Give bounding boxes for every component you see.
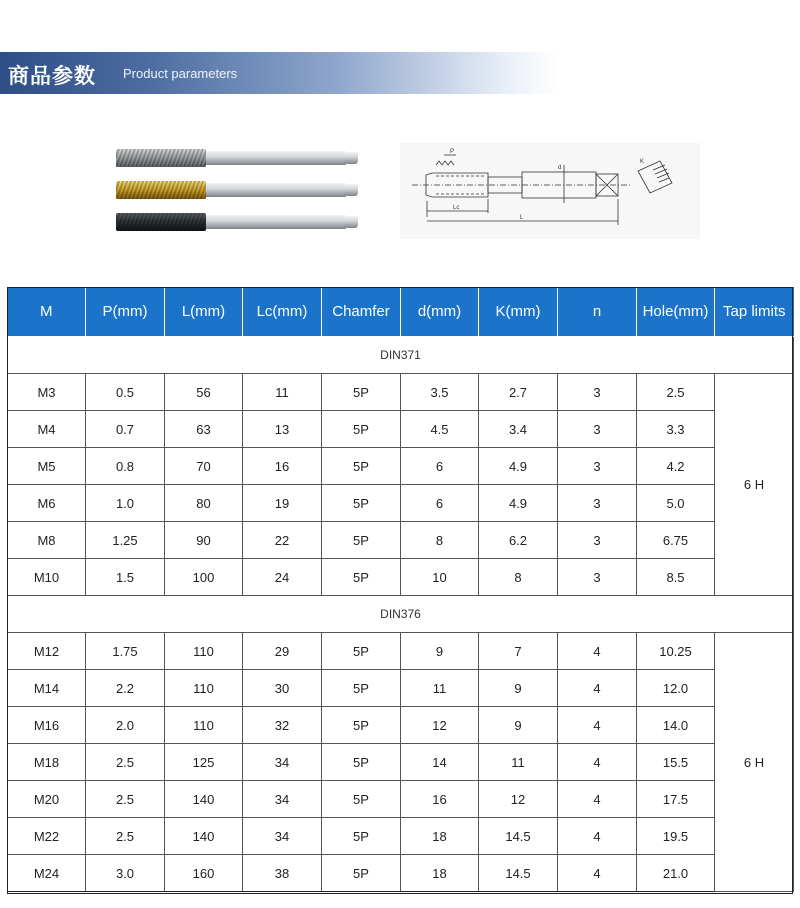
table-cell: 1.25 [86, 522, 165, 559]
table-cell: 21.0 [637, 855, 715, 892]
table-cell: 12.0 [637, 670, 715, 707]
tap-black [116, 213, 358, 231]
section-row [8, 596, 794, 633]
table-cell: M24 [8, 855, 86, 892]
table-cell: M16 [8, 707, 86, 744]
table-cell: 3.0 [86, 855, 165, 892]
table-cell: 10.25 [637, 633, 715, 670]
table-row [8, 707, 794, 744]
table-cell: 5P [322, 707, 401, 744]
table-cell: M3 [8, 374, 86, 411]
parameters-table [7, 287, 794, 892]
table-cell: 4.5 [401, 411, 479, 448]
table-row [8, 559, 794, 596]
banner-title-cn: 商品参数 [8, 64, 96, 88]
section-title: DIN371 [8, 337, 794, 374]
table-cell: 19.5 [637, 818, 715, 855]
table-cell: 70 [165, 448, 243, 485]
table-cell: 14.0 [637, 707, 715, 744]
table-cell: 4 [558, 781, 637, 818]
table-cell: 5P [322, 855, 401, 892]
k-label: K [640, 159, 645, 165]
table-row [8, 374, 794, 411]
table-cell: 63 [165, 411, 243, 448]
table-cell: M10 [8, 559, 86, 596]
header-square: K(mm) [479, 287, 558, 337]
table-cell: 140 [165, 818, 243, 855]
table-cell: 24 [243, 559, 322, 596]
table-cell: 15.5 [637, 744, 715, 781]
table-cell: M18 [8, 744, 86, 781]
table-cell: 34 [243, 818, 322, 855]
table-cell: 160 [165, 855, 243, 892]
table-cell: M6 [8, 485, 86, 522]
d-label: d [558, 165, 562, 171]
table-cell: 34 [243, 744, 322, 781]
table-cell: 2.5 [86, 818, 165, 855]
table-row [8, 633, 794, 670]
table-cell: 1.5 [86, 559, 165, 596]
section-title: DIN376 [8, 596, 794, 633]
table-cell: 4 [558, 707, 637, 744]
table-cell: 2.5 [86, 781, 165, 818]
table-cell: 110 [165, 633, 243, 670]
table-cell: 12 [401, 707, 479, 744]
table-cell: 11 [243, 374, 322, 411]
header-tap-limits: Tap limits [715, 287, 794, 337]
table-cell: 56 [165, 374, 243, 411]
table-cell: 0.5 [86, 374, 165, 411]
section-row [8, 337, 794, 374]
table-cell: 3.5 [401, 374, 479, 411]
table-cell: 2.7 [479, 374, 558, 411]
table-cell: 5P [322, 485, 401, 522]
table-cell: 3.4 [479, 411, 558, 448]
table-cell: 4 [558, 855, 637, 892]
table-cell: 38 [243, 855, 322, 892]
table-row [8, 448, 794, 485]
table-cell: 32 [243, 707, 322, 744]
product-photo [112, 143, 362, 239]
header-pitch: P(mm) [86, 287, 165, 337]
table-cell: 3 [558, 485, 637, 522]
table-row [8, 855, 794, 892]
table-cell: 2.5 [86, 744, 165, 781]
table-cell: 3 [558, 374, 637, 411]
table-cell: 8 [479, 559, 558, 596]
table-cell: 2.0 [86, 707, 165, 744]
table-cell: 100 [165, 559, 243, 596]
table-cell: 2.2 [86, 670, 165, 707]
table-cell: 6 [401, 485, 479, 522]
table-cell: 9 [401, 633, 479, 670]
table-cell: 18 [401, 855, 479, 892]
table-cell: 29 [243, 633, 322, 670]
table-cell: 110 [165, 670, 243, 707]
header-hole: Hole(mm) [637, 287, 715, 337]
lc-label: Lc [453, 205, 460, 211]
table-cell: 3 [558, 559, 637, 596]
table-row [8, 485, 794, 522]
table-cell: 3 [558, 448, 637, 485]
table-cell: 6.2 [479, 522, 558, 559]
table-cell: M22 [8, 818, 86, 855]
table-row [8, 781, 794, 818]
header-shank-diameter: d(mm) [401, 287, 479, 337]
table-cell: M14 [8, 670, 86, 707]
tap-silver [116, 149, 358, 167]
table-cell: 4 [558, 744, 637, 781]
table-cell: 5P [322, 818, 401, 855]
tap-limits-cell: 6 H [715, 633, 794, 892]
table-cell: 14.5 [479, 855, 558, 892]
table-cell: 11 [401, 670, 479, 707]
header-chamfer: Chamfer [322, 287, 401, 337]
table-cell: 3 [558, 522, 637, 559]
table-cell: 80 [165, 485, 243, 522]
table-cell: 5.0 [637, 485, 715, 522]
table-cell: 5P [322, 633, 401, 670]
table-cell: M20 [8, 781, 86, 818]
table-cell: 3.3 [637, 411, 715, 448]
table-cell: 5P [322, 670, 401, 707]
table-body [8, 337, 794, 892]
table-cell: 0.7 [86, 411, 165, 448]
table-row [8, 670, 794, 707]
header-flutes: n [558, 287, 637, 337]
table-cell: 13 [243, 411, 322, 448]
table-cell: 6 [401, 448, 479, 485]
table-cell: M4 [8, 411, 86, 448]
table-cell: 4.9 [479, 448, 558, 485]
table-cell: 22 [243, 522, 322, 559]
table-cell: 0.8 [86, 448, 165, 485]
table-cell: 110 [165, 707, 243, 744]
table-cell: 5P [322, 744, 401, 781]
table-cell: 5P [322, 448, 401, 485]
table-cell: 5P [322, 411, 401, 448]
pitch-label: P [450, 149, 455, 155]
table-cell: 2.5 [637, 374, 715, 411]
table-cell: 8 [401, 522, 479, 559]
table-cell: 5P [322, 559, 401, 596]
table-cell: 7 [479, 633, 558, 670]
technical-drawing [400, 143, 700, 239]
table-cell: 14.5 [479, 818, 558, 855]
table-row [8, 818, 794, 855]
section-banner [0, 52, 560, 94]
table-header-row [8, 287, 794, 337]
table-cell: 4.2 [637, 448, 715, 485]
table-row [8, 744, 794, 781]
table-cell: 14 [401, 744, 479, 781]
table-cell: 8.5 [637, 559, 715, 596]
table-cell: 9 [479, 670, 558, 707]
table-cell: 90 [165, 522, 243, 559]
table-cell: 1.75 [86, 633, 165, 670]
table-cell: 4.9 [479, 485, 558, 522]
l-label: L [520, 215, 524, 221]
table-row [8, 522, 794, 559]
table-cell: 140 [165, 781, 243, 818]
table-cell: 17.5 [637, 781, 715, 818]
tap-gold [116, 181, 358, 199]
table-cell: 34 [243, 781, 322, 818]
table-cell: 16 [243, 448, 322, 485]
table-cell: 4 [558, 818, 637, 855]
header-length: L(mm) [165, 287, 243, 337]
table-cell: 6.75 [637, 522, 715, 559]
table-cell: 30 [243, 670, 322, 707]
table-cell: 4 [558, 633, 637, 670]
tap-limits-cell: 6 H [715, 374, 794, 596]
table-cell: 4 [558, 670, 637, 707]
table-cell: 9 [479, 707, 558, 744]
banner-title-en: Product parameters [123, 66, 238, 81]
table-cell: 3 [558, 411, 637, 448]
table-cell: 10 [401, 559, 479, 596]
table-cell: M8 [8, 522, 86, 559]
table-cell: 12 [479, 781, 558, 818]
table-cell: 125 [165, 744, 243, 781]
table-cell: 5P [322, 374, 401, 411]
table-cell: 11 [479, 744, 558, 781]
table-cell: M5 [8, 448, 86, 485]
table-cell: 18 [401, 818, 479, 855]
header-m: M [8, 287, 86, 337]
header-thread-length: Lc(mm) [243, 287, 322, 337]
table-cell: 19 [243, 485, 322, 522]
table-cell: 16 [401, 781, 479, 818]
table-cell: 1.0 [86, 485, 165, 522]
table-cell: 5P [322, 781, 401, 818]
table-cell: 5P [322, 522, 401, 559]
table-cell: M12 [8, 633, 86, 670]
table-row [8, 411, 794, 448]
